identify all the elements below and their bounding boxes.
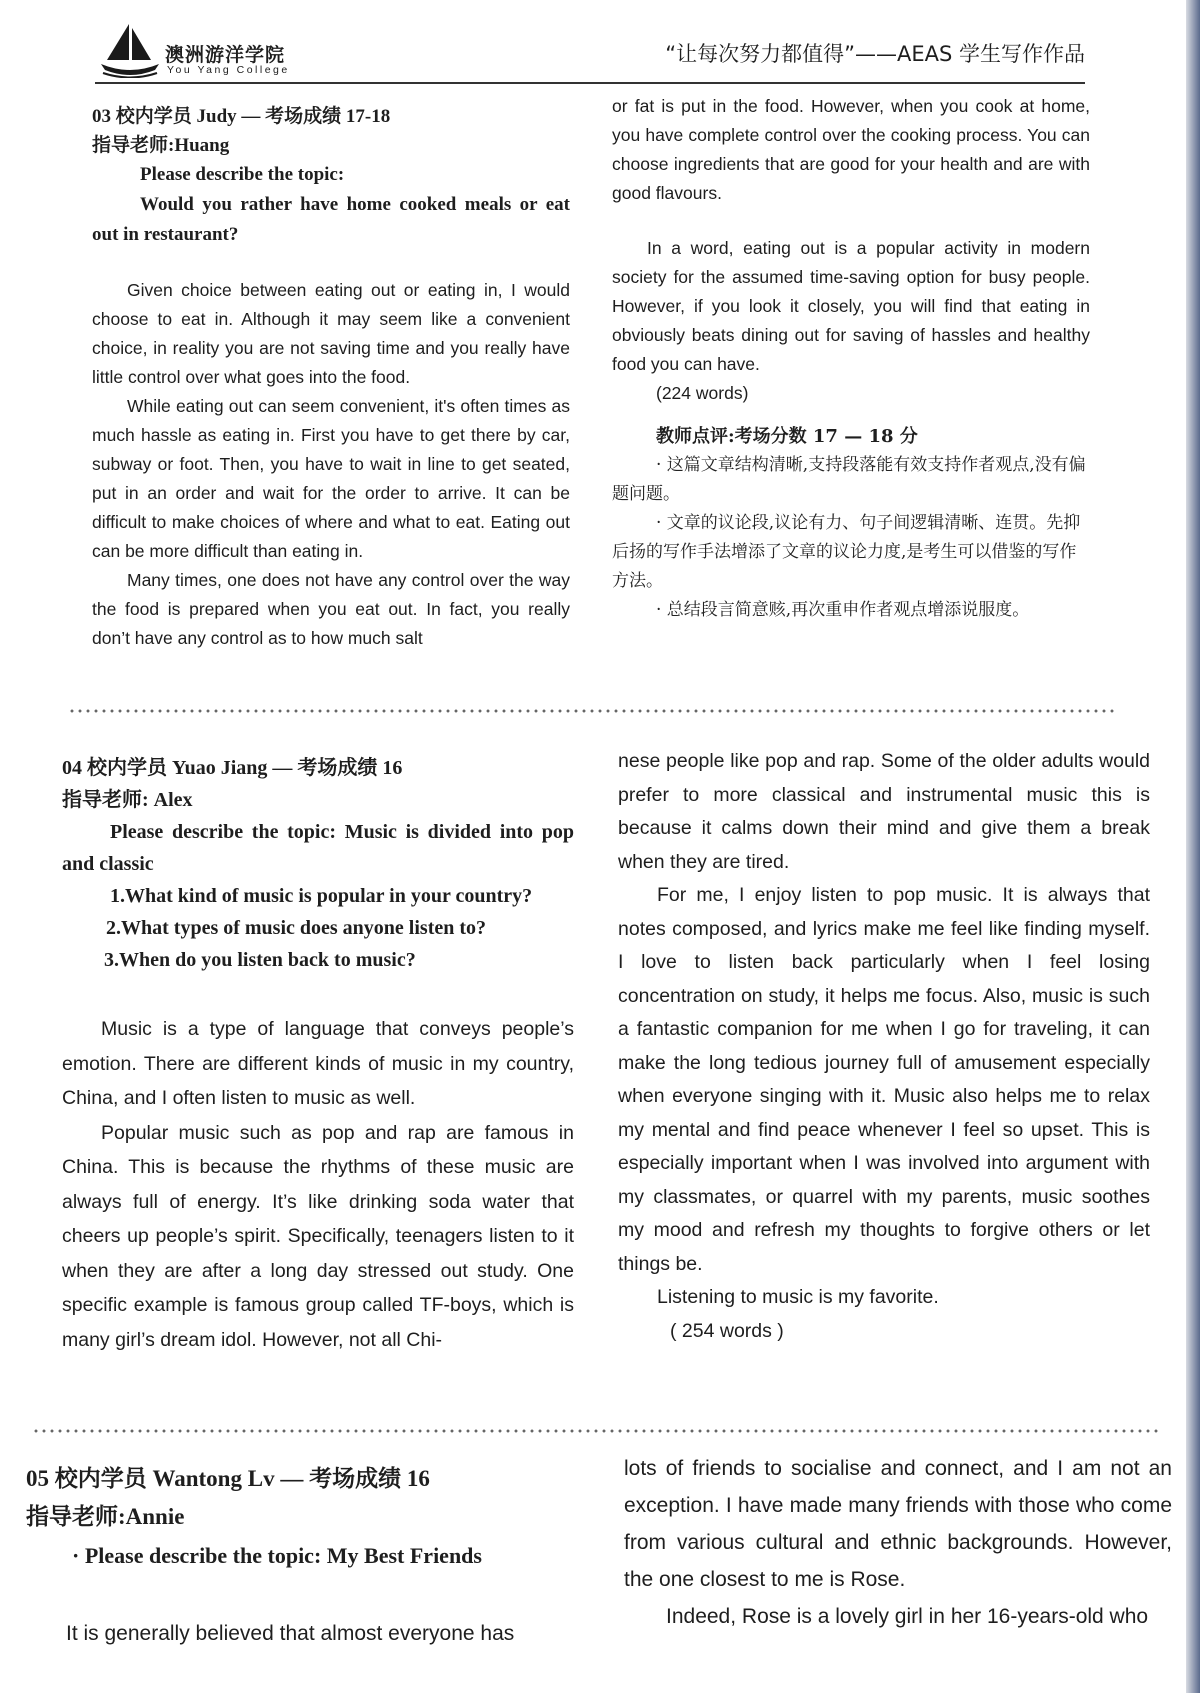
essay05-paragraph-2: lots of friends to socialise and connect, and I am not an exception. I have made many friends with those who come from various cultural and ethnic backgrounds. However, the one closest to me is Rose. — [624, 1457, 1172, 1591]
essay04-prompt: Please describe the topic: Music is divided into pop and classic — [62, 821, 574, 875]
essay03-paragraph-5: In a word, eating out is a popular activity in modern society for the assumed time-saving option for busy people. However, if you look it closely, you will find that eating in obviously beats dining out for saving of hassles and healthy food you can have. — [612, 238, 1090, 374]
sailboat-icon — [99, 20, 161, 78]
essay03-word-count: (224 words) — [656, 383, 749, 403]
essay04-paragraph-3: nese people like pop and rap. Some of the older adults would prefer to more classical and instrumental music this is because it calms down their mind and give them a break when they are tired. — [618, 750, 1150, 873]
essay03-prompt-label: Please describe the topic: — [140, 164, 345, 185]
essay04-word-count: ( 254 words ) — [670, 1319, 784, 1342]
essay04-question-3: 3.When do you listen back to music? — [104, 949, 416, 971]
essay04-question-2: 2.What types of music does anyone listen to? — [106, 917, 487, 939]
essay05-prompt: · Please describe the topic: My Best Friends — [72, 1543, 482, 1568]
essay05-paragraph-3: Indeed, Rose is a lovely girl in her 16-years-old who — [666, 1605, 1149, 1628]
essay04-paragraph-1: Music is a type of language that conveys people’s emotion. There are different kinds of music in my country, China, and I often listen to music as well. — [62, 1018, 574, 1109]
essay04-paragraph-5: Listening to music is my favorite. — [657, 1286, 939, 1308]
essay03-comment-title: 教师点评:考场分数 17 — 18 分 — [656, 426, 918, 447]
essay03-teacher: 指导老师:Huang — [92, 135, 230, 156]
essay04-teacher: 指导老师: Alex — [62, 789, 193, 811]
logo-english-name: You Yang College — [167, 64, 290, 76]
essay03-comment-3: · 总结段言简意赅,再次重申作者观点增添说服度。 — [656, 600, 1030, 620]
essay03-comment-1: · 这篇文章结构清晰,支持段落能有效支持作者观点,没有偏题问题。 — [612, 455, 1086, 504]
essay03-paragraph-3: Many times, one does not have any control over the way the food is prepared when you eat out. In fact, you really don’t have any control as to how much salt — [92, 570, 570, 648]
essay04-paragraph-2: Popular music such as pop and rap are famous in China. This is because the rhythms of these music are always full of energy. It’s like drinking soda water that cheers up people’s spirit. Specifically, teenagers listen to it when they are after a long day stressed out study. One specific example is famous group called TF-boys, which is many girl’s dream idol. However, not all Chi- — [62, 1121, 574, 1351]
page-edge — [1186, 0, 1200, 1693]
essay05-paragraph-1: It is generally believed that almost everyone has — [66, 1622, 515, 1645]
essay05-right-column — [624, 1450, 1172, 1635]
essay03-paragraph-1: Given choice between eating out or eating in, I would choose to eat in. Although it may seem like a convenient choice, in reality you are not saving time and you really have little control over what goes into the food. — [92, 280, 570, 387]
logo-chinese-name: 澳洲游洋学院 — [165, 44, 286, 66]
essay03-title: 03 校内学员 Judy — 考场成绩 17-18 — [92, 106, 391, 127]
essay03-comment-2: · 文章的议论段,议论有力、句子间逻辑清晰、连贯。先抑后扬的写作手法增添了文章的议论力度,是考生可以借鉴的写作方法。 — [612, 513, 1081, 591]
essay03-left-column — [92, 102, 570, 653]
essay04-question-1: 1.What kind of music is popular in your country? — [110, 885, 533, 907]
essay05-left-column — [26, 1460, 582, 1652]
essay04-right-column — [618, 745, 1150, 1348]
section-divider — [32, 1428, 1162, 1434]
essay03-paragraph-4: or fat is put in the food. However, when you cook at home, you have complete control over the cooking process. You can choose ingredients that are good for your health and are with good flavours. — [612, 96, 1090, 203]
section-divider — [68, 708, 1118, 714]
page-header — [95, 20, 1085, 84]
essay05-teacher: 指导老师:Annie — [26, 1504, 185, 1529]
header-slogan: “让每次努力都值得”——AEAS 学生写作作品 — [665, 42, 1085, 66]
essay04-left-column — [62, 752, 574, 1357]
college-logo — [95, 20, 325, 80]
essay04-paragraph-4: For me, I enjoy listen to pop music. It is always that notes composed, and lyrics make me feel like finding myself. I love to listen back particularly when I feel losing concentration on study, it helps me focus. Also, music is such a fantastic companion for me when I go for traveling, it can make the long tedious journey full of amusement especially when everyone singing with it. Music also helps me to relax my mental and find peace whenever I feel so upset. This is especially important when I was involved into argument with my classmates, or quarrel with my parents, music soothes my mood and refresh my thoughts to forgive others or let things be. — [618, 884, 1150, 1275]
essay03-prompt-text: Would you rather have home cooked meals or eat out in restaurant? — [92, 194, 570, 245]
essay04-title: 04 校内学员 Yuao Jiang — 考场成绩 16 — [62, 757, 403, 779]
essay05-title: 05 校内学员 Wantong Lv — 考场成绩 16 — [26, 1466, 430, 1491]
essay03-right-column — [612, 92, 1090, 625]
essay03-paragraph-2: While eating out can seem convenient, it's often times as much hassle as eating in. First you have to get there by car, subway or foot. Then, you have to wait in line to get seated, put in an order and wait for the order to arrive. It can be difficult to make choices of where and what to eat. Eating out can be more difficult than eating in. — [92, 396, 570, 561]
